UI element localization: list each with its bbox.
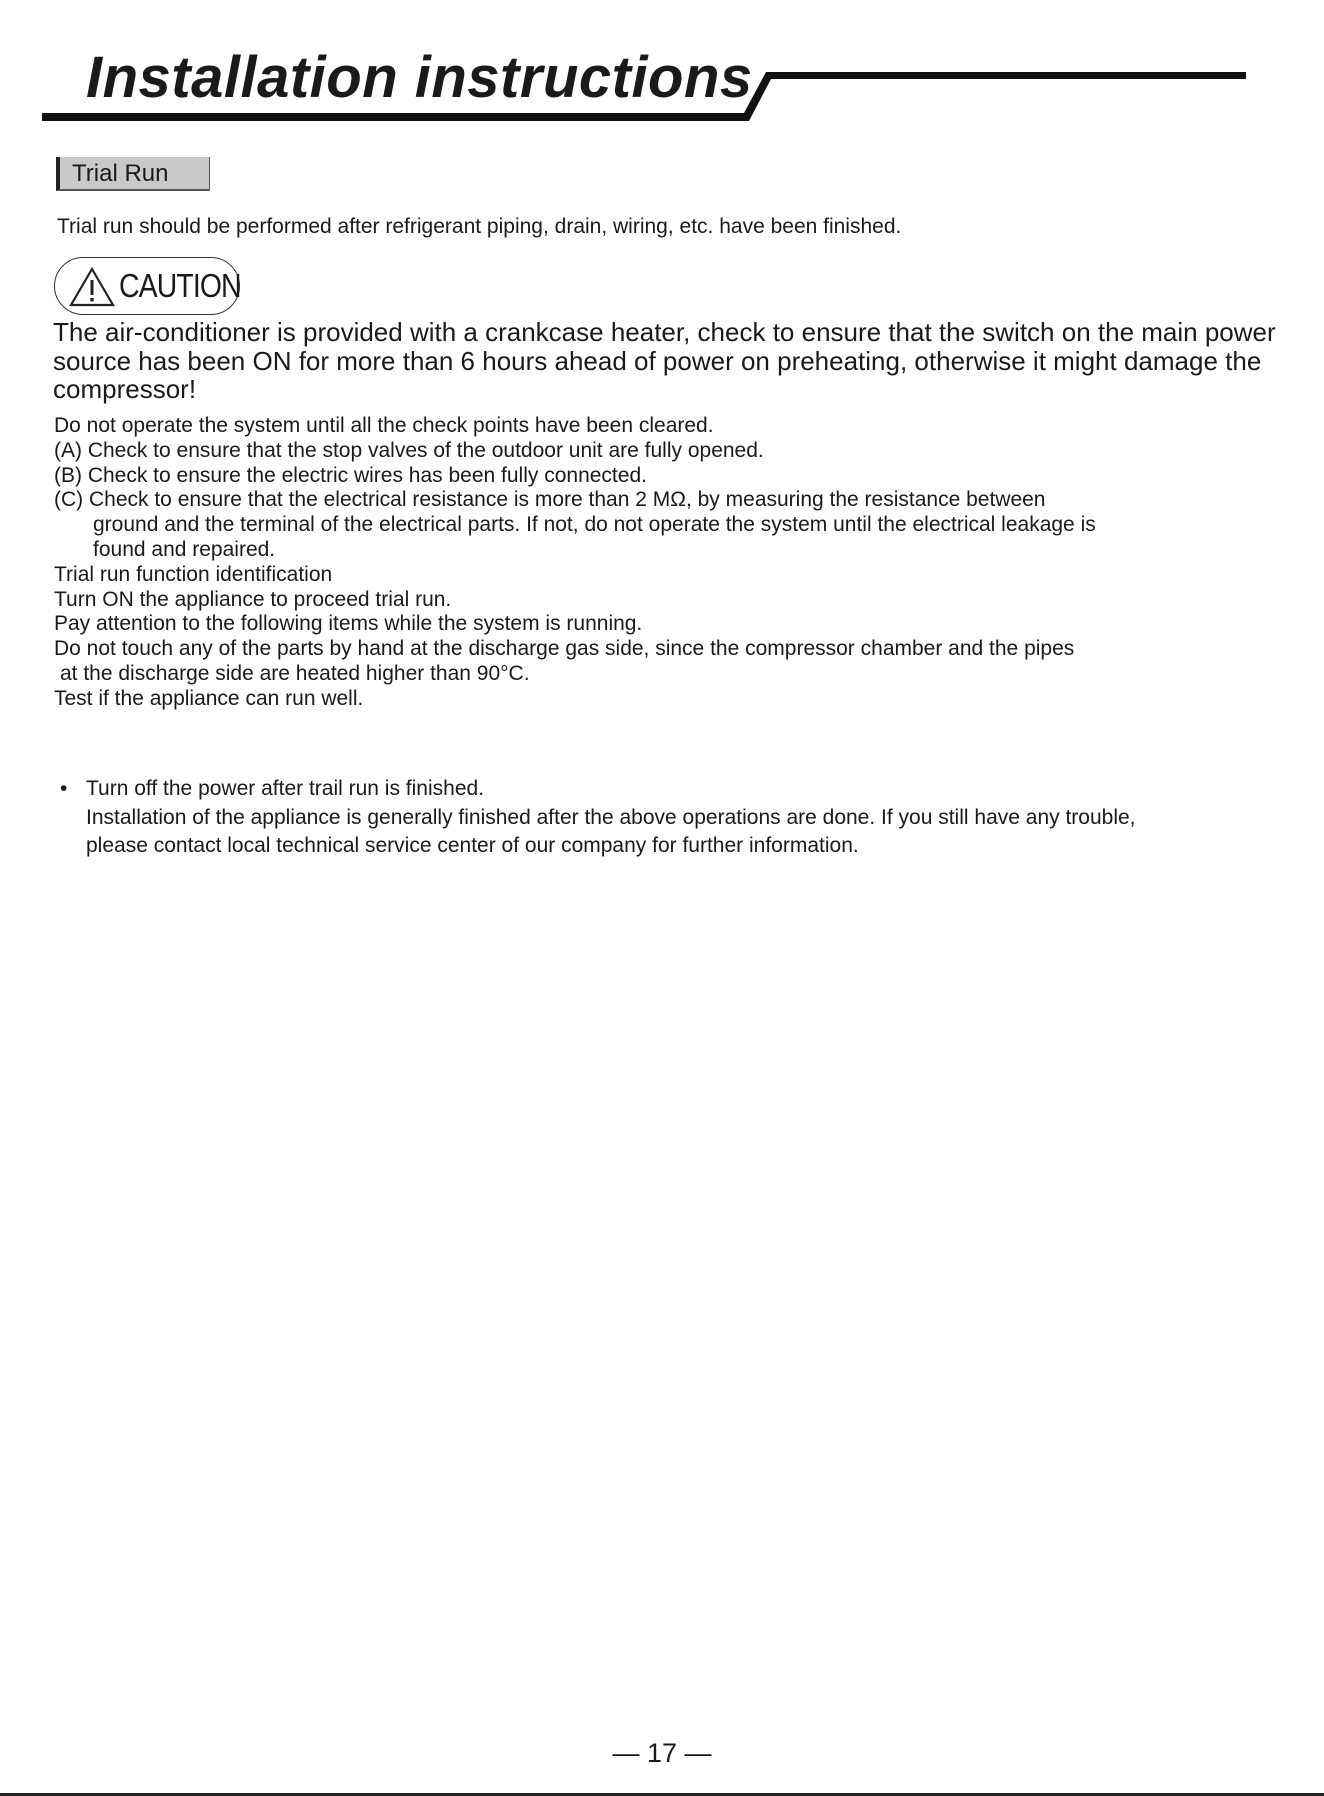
caution-warning-text: The air-conditioner is provided with a crankcase heater, check to ensure that the switch on the main power source has been ON for more than 6 hours ahead of power on preheating, otherwise it might damage the compressor! — [53, 317, 1276, 404]
body-line: (B) Check to ensure the electric wires has been fully connected. — [54, 463, 647, 487]
caution-label: CAUTION — [119, 267, 241, 304]
bullet-line: Installation of the appliance is generally finished after the above operations are done. If you still have any trouble, — [86, 805, 1136, 829]
body-line: ground and the terminal of the electrical parts. If not, do not operate the system until the electrical leakage is — [93, 513, 1096, 537]
bullet-line — [60, 775, 1310, 804]
body-line: Pay attention to the following items while the system is running. — [54, 612, 643, 636]
body-line: Test if the appliance can run well. — [54, 686, 364, 710]
body-line: (C) Check to ensure that the electrical resistance is more than 2 MΩ, by measuring the resistance between — [54, 488, 1046, 512]
body-line: Trial run function identification — [54, 562, 333, 586]
intro-text: Trial run should be performed after refrigerant piping, drain, wiring, etc. have been finished. — [57, 215, 902, 238]
section-heading — [56, 157, 210, 191]
warning-triangle-icon — [69, 267, 115, 307]
body-line: at the discharge side are heated higher than 90°C. — [60, 661, 530, 685]
closing-bullet — [60, 775, 1310, 861]
bullet-marker: • — [60, 777, 68, 800]
page-title: Installation instructions — [86, 45, 753, 110]
page-number: — 17 — — [612, 1738, 712, 1768]
body-line: Do not operate the system until all the check points have been cleared. — [54, 414, 714, 437]
body-line: (A) Check to ensure that the stop valves of the outdoor unit are fully opened. — [54, 438, 764, 462]
body-line: Turn ON the appliance to proceed trial run. — [54, 587, 452, 611]
check-list — [54, 414, 1294, 712]
body-line: Do not touch any of the parts by hand at the discharge gas side, since the compressor chamber and the pipes — [54, 637, 1075, 661]
bullet-line: please contact local technical service center of our company for further information. — [86, 834, 859, 857]
body-line: found and repaired. — [93, 537, 276, 561]
section-heading-label: Trial Run — [72, 160, 169, 187]
bullet-text: Turn off the power after trail run is finished. — [86, 777, 485, 800]
caution-badge — [54, 257, 240, 315]
